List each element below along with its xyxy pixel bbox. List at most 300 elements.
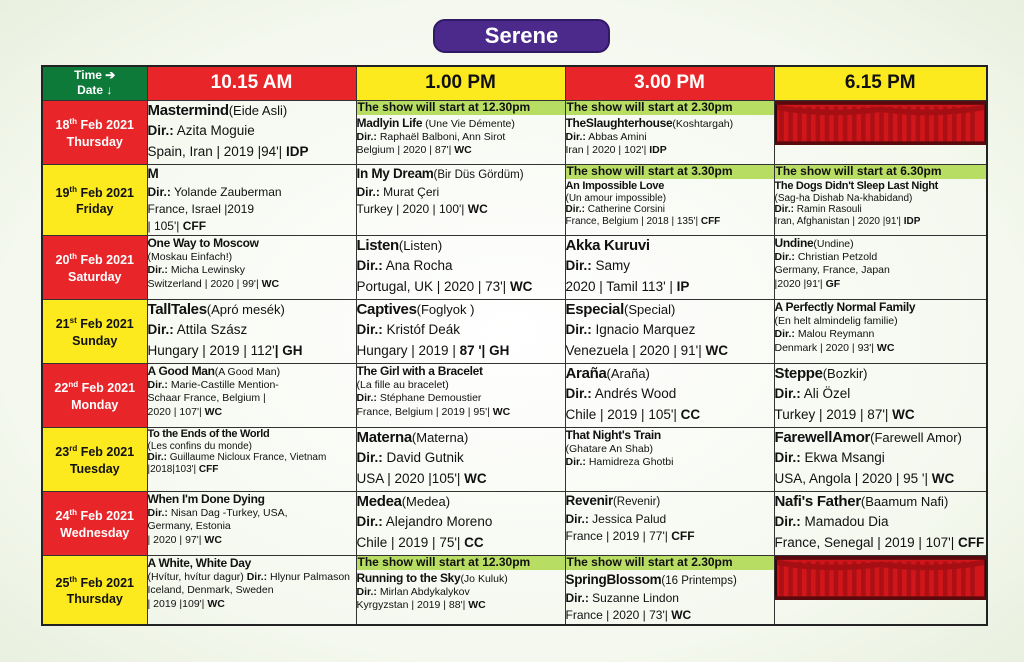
director-label: Dir.: [356,513,383,529]
director-label: Dir.: [356,321,383,337]
date-cell [42,299,147,363]
film-title [566,116,774,131]
date-cell [42,491,147,555]
director-label: Dir.: [565,456,586,468]
film-title-text: The Dogs Didn't Sleep Last Night [774,179,939,192]
film-cell [356,363,565,427]
director-label: Dir.: [356,392,377,404]
film-title [775,492,987,511]
date-cell [42,235,147,299]
date-weekday: Sunday [72,333,118,348]
film-title-text: Madlyin Life [356,115,423,130]
film-original-title: (Bir Düs Gördüm) [433,168,524,181]
director-line [148,507,356,521]
director-line [775,447,987,468]
film-title [566,180,774,193]
film-title [357,300,565,319]
date-suffix: th [69,184,77,194]
film-info: Chile | 2019 | 105'| [565,406,681,422]
film-title [148,236,356,251]
section-tag: CFF [700,215,721,227]
film-title-text: A Good Man [147,363,215,378]
film-info-line: Germany, France, Japan [774,264,890,276]
director-label: Dir.: [356,184,380,199]
film-info-line [148,340,356,361]
director-name: Alejandro Moreno [382,513,493,529]
section-tag: WC [207,597,225,610]
film-info: Belgium | 2020 | 87'| [356,144,455,156]
film-title [775,428,987,447]
film-info-line-2 [148,218,356,235]
date-day: 23 [55,445,70,460]
column-header-1015am: 10.15 AM [147,66,356,100]
stage-curtain-icon [775,101,987,145]
film-cell [774,363,987,427]
director-line [566,511,774,528]
director-line [566,383,774,404]
film-title [357,428,565,447]
date-label: Date ↓ [77,83,113,98]
section-tag: CFF [198,463,219,475]
date-suffix: th [69,117,77,127]
date-month: Feb 2021 [80,118,134,133]
column-header-100pm: 1.00 PM [356,66,565,100]
film-info-line-2 [148,598,356,612]
schedule-row [42,164,987,235]
stage-curtain-icon [775,556,987,600]
director-name: Abbas Amini [585,130,647,143]
director-line [566,204,774,216]
schedule-row [42,299,987,363]
film-cell [147,100,356,164]
film-title [566,571,774,590]
film-title [775,300,987,315]
section-tag: WC [931,470,955,486]
section-tag: GF [825,277,841,290]
section-tag: CFF [182,218,207,233]
director-name: Micha Lewinsky [167,264,245,276]
film-title-text: Listen [356,236,399,254]
director-line [148,452,356,464]
date-weekday: Tuesday [69,461,120,476]
section-tag: WC [464,470,487,486]
date-month: Feb 2021 [80,445,135,460]
film-info-line [775,468,987,489]
film-title-text: Revenir [565,492,613,508]
section-tag: WC [492,405,511,418]
film-info-line [775,216,987,228]
film-alt-title: (Ghatare An Shab) [565,442,654,455]
schedule-row [42,555,987,625]
film-cell [565,491,774,555]
section-tag: WC [467,201,488,216]
director-name: Stéphane Demoustier [376,392,482,404]
film-original-title: (Special) [623,301,676,317]
director-name: Christian Petzold [794,250,878,263]
film-title [148,556,356,571]
director-line [775,328,987,342]
section-tag: CC [464,534,484,550]
director-label: Dir.: [147,122,174,138]
film-original-title: (Undine) [813,237,854,250]
film-title-text: Akka Kuruvi [565,236,650,254]
film-info-line-2 [148,534,356,548]
film-cell [565,299,774,363]
film-cell [356,299,565,363]
film-original-title: (Farewell Amor) [870,429,962,445]
film-title [148,300,356,319]
director-name: Jessica Palud [588,511,667,526]
film-info: USA, Angola | 2020 | 95 '| [774,470,932,486]
date-cell [42,427,147,491]
date-day: 20 [55,253,70,268]
film-info-line [148,141,356,162]
director-name: Raphaël Balboni, Ann Sirot [376,130,506,143]
table-header-row [42,66,987,100]
director-name: David Gutnik [382,449,464,465]
film-title [566,236,774,255]
film-title [357,364,565,379]
section-tag: WC [468,599,486,611]
date-day: 24 [55,509,70,524]
director-line [148,120,356,141]
director-label: Dir.: [356,449,383,465]
director-line [357,184,565,201]
film-original-title: (Une Vie Démente) [422,117,515,130]
film-info-line [357,532,565,553]
date-month: Feb 2021 [80,317,134,332]
film-title [148,165,356,184]
time-date-corner [42,66,147,100]
film-cell [356,235,565,299]
director-name: Andrés Wood [591,385,677,401]
director-label: Dir.: [774,385,801,401]
film-title-text: Mastermind [147,101,229,119]
date-weekday: Saturday [68,269,122,284]
film-alt-title: (Un amour impossible) [565,192,667,204]
director-line [566,590,774,607]
film-original-title: (Araña) [606,365,650,381]
film-title-text: The Girl with a Bracelet [356,363,483,378]
film-info-rest: 2020 | 107'| [147,405,205,418]
film-info-line [357,599,565,613]
director-name: Malou Reymann [794,328,875,340]
date-weekday: Wednesday [60,525,130,540]
film-alt-title: (Sag-ha Dishab Na-khabidand) [774,192,913,204]
film-info-line [148,464,356,476]
director-label: Dir.: [356,130,377,143]
film-original-title: (Baamum Nafi) [860,493,949,509]
date-cell [42,555,147,625]
director-line [357,392,565,406]
film-original-title: (16 Printemps) [661,574,737,587]
director-name: Ekwa Msangi [800,449,885,465]
film-info: Iran, Afghanistan | 2020 |91'| [774,215,904,227]
director-label: Dir.: [246,570,268,583]
film-original-title: (Koshtargah) [672,117,734,130]
film-title-text: To the Ends of the World [147,427,270,440]
film-title [566,364,774,383]
film-original-title: (A Good Man) [214,365,281,378]
film-cell [147,235,356,299]
film-original-title: (Jo Kuluk) [460,572,508,585]
schedule-table [41,65,988,626]
director-name: Attila Szász [173,321,248,337]
director-line [357,511,565,532]
film-title-text: A White, White Day [147,555,251,570]
director-label: Dir.: [147,321,174,337]
film-cell [565,100,774,164]
film-info: France, Belgium | 2019 | 95'| [356,405,493,418]
director-label: Dir.: [565,204,585,215]
film-info-line [148,278,356,292]
director-label: Dir.: [565,257,592,273]
date-month: Feb 2021 [81,381,136,396]
director-name: Suzanne Lindon [588,590,679,605]
director-line [566,131,774,145]
film-original-title: (Foglyok ) [416,301,475,317]
film-info: France | 2019 | 77'| [565,528,672,543]
director-label: Dir.: [565,385,592,401]
director-name: Samy [591,257,631,273]
film-cell [356,100,565,164]
film-title [566,492,774,511]
film-info-line [357,144,565,158]
director-name: Catherine Corsini [584,204,665,215]
film-original-title: (Materna) [411,429,469,445]
page-title: Serene [433,19,610,53]
director-name: Ignacio Marquez [591,321,696,337]
section-tag: IDP [903,215,921,227]
film-info: Spain, Iran | 2019 |94'| [147,143,286,159]
column-header-300pm: 3.00 PM [565,66,774,100]
film-info: France, Belgium | 2018 | 135'| [565,215,701,227]
director-line [775,511,987,532]
film-title [775,236,987,251]
film-cell [565,427,774,491]
director-name: Ramin Rasouli [793,204,862,215]
film-info: Iran | 2020 | 102'| [565,144,650,156]
section-tag: IDP [649,144,667,156]
film-alt-title: (Les confins du monde) [147,440,253,452]
date-month: Feb 2021 [80,186,134,201]
director-label: Dir.: [774,328,795,340]
film-title-text: In My Dream [356,165,434,181]
film-info: Denmark | 2020 | 93'| [774,341,877,354]
film-title-text: Undine [774,235,814,250]
director-name: Guillaume Nicloux France, Vietnam [166,452,327,463]
film-info-line [566,404,774,425]
section-tag: WC [454,144,472,156]
date-weekday: Monday [71,397,119,412]
director-line [357,586,565,600]
film-cell [147,164,356,235]
section-tag: IDP [285,143,309,159]
film-info-line-2 [775,278,987,292]
film-cell [774,555,987,625]
film-title [357,116,565,131]
schedule-row [42,427,987,491]
film-info-line [357,406,565,420]
start-time-notice: The show will start at 6.30pm [774,164,987,179]
director-label: Dir.: [774,513,801,529]
director-name: Nisan Dag -Turkey, USA, [167,506,288,519]
film-title-text: FarewellAmor [774,428,871,446]
section-tag: WC [204,533,222,546]
film-title-text: Running to the Sky [356,570,461,585]
director-line [357,255,565,276]
film-info-line [566,528,774,545]
film-title-text: SpringBlossom [565,571,662,587]
film-info-rest: | 2019 |109'| [147,597,208,610]
film-cell [356,164,565,235]
film-info-line [357,340,565,361]
date-suffix: th [69,574,77,584]
date-day: 19 [55,186,70,201]
film-title-text: Materna [356,428,412,446]
section-tag: WC [204,405,223,418]
film-original-title: (Revenir) [612,495,661,508]
section-tag: CFF [957,534,985,550]
director-label: Dir.: [774,204,794,215]
director-label: Dir.: [565,321,592,337]
film-info-line [566,276,774,297]
film-info-line [775,532,987,553]
director-label: Dir.: [356,257,383,273]
film-title-text: M [147,165,159,181]
start-time-notice: The show will start at 12.30pm [356,100,565,115]
film-info-rest: |2020 |91'| [774,277,826,290]
film-title [148,492,356,507]
film-cell [356,555,565,625]
film-info: France, Senegal | 2019 | 107'| [774,534,958,550]
film-original-title: (Eide Asli) [228,102,288,118]
director-line [148,319,356,340]
director-line [357,447,565,468]
film-cell [774,235,987,299]
film-title [148,428,356,441]
film-info-line [775,342,987,356]
film-info-line [566,607,774,624]
director-label: Dir.: [147,184,171,199]
film-title [566,428,774,443]
film-info: USA | 2020 |105'| [356,470,465,486]
director-label: Dir.: [565,511,589,526]
section-tag: WC [509,278,533,294]
film-title-text: TallTales [147,300,207,318]
director-line [775,251,987,265]
film-cell [565,363,774,427]
film-alt-title: (Hvítur, hvítur dagur) [147,570,247,583]
film-cell [774,491,987,555]
film-title-text: Araña [565,364,607,382]
section-tag: CFF [671,528,695,543]
section-tag: WC [705,342,728,358]
director-label: Dir.: [565,130,586,143]
director-line [775,204,987,216]
film-alt-title: (Moskau Einfach!) [147,250,233,263]
film-info-line-2 [148,406,356,420]
film-cell [774,299,987,363]
film-title-text: That Night's Train [565,427,661,442]
section-tag: WC [876,341,895,354]
section-tag: WC [671,607,692,622]
film-original-title-line [148,571,356,585]
director-name: Marie-Castille Mention- [167,378,279,391]
film-cell [356,491,565,555]
schedule-row [42,491,987,555]
director-label: Dir.: [774,449,801,465]
film-title-text: An Impossible Love [565,179,665,192]
section-tag: 87 '| GH [459,342,510,358]
film-info-line [357,468,565,489]
director-label: Dir.: [147,264,168,276]
film-info-rest: | 105'| [147,218,183,233]
director-line [357,319,565,340]
section-tag: WC [892,406,915,422]
date-month: Feb 2021 [80,509,134,524]
director-label: Dir.: [147,506,168,519]
film-info: Turkey | 2020 | 100'| [356,201,468,216]
film-cell [147,555,356,625]
film-cell [774,100,987,164]
director-line [566,456,774,470]
director-line [148,184,356,201]
date-suffix: th [69,508,77,518]
director-name: Hamidreza Ghotbi [585,456,674,468]
film-cell [774,164,987,235]
director-name: Ali Özel [800,385,851,401]
director-label: Dir.: [356,585,377,598]
date-weekday: Thursday [66,134,123,149]
film-info-line [775,404,987,425]
film-info-line: Iceland, Denmark, Sweden [147,584,274,596]
film-title [148,364,356,379]
director-name: Murat Çeri [379,184,440,199]
date-suffix: st [69,316,77,326]
film-title-text: Captives [356,300,417,318]
film-original-title: (Apró mesék) [206,301,285,317]
schedule-row [42,100,987,164]
director-name: Azita Moguie [173,122,255,138]
film-info-rest: | 2020 | 97'| [147,533,205,546]
start-time-notice: The show will start at 2.30pm [565,555,774,570]
film-title [775,364,987,383]
film-title-text: Especial [565,300,624,318]
film-title [357,236,565,255]
section-tag: CC [680,406,701,422]
director-name: Ana Rocha [382,257,453,273]
film-info: Portugal, UK | 2020 | 73'| [356,278,510,294]
director-label: Dir.: [147,452,167,463]
date-weekday: Friday [75,202,114,217]
film-title [566,300,774,319]
film-cell [565,555,774,625]
date-day: 21 [55,317,70,332]
section-tag: IP [676,278,690,294]
film-title [357,492,565,511]
film-cell [356,427,565,491]
date-weekday: Thursday [66,592,123,607]
film-title-text: Nafi's Father [774,492,861,510]
film-original-title: (Medea) [401,493,451,509]
director-line [566,319,774,340]
film-info: 2020 | Tamil 113' | [565,278,677,294]
film-info: France | 2020 | 73'| [565,607,672,622]
film-title-text: One Way to Moscow [147,235,259,250]
director-line [775,383,987,404]
film-info-line [566,340,774,361]
